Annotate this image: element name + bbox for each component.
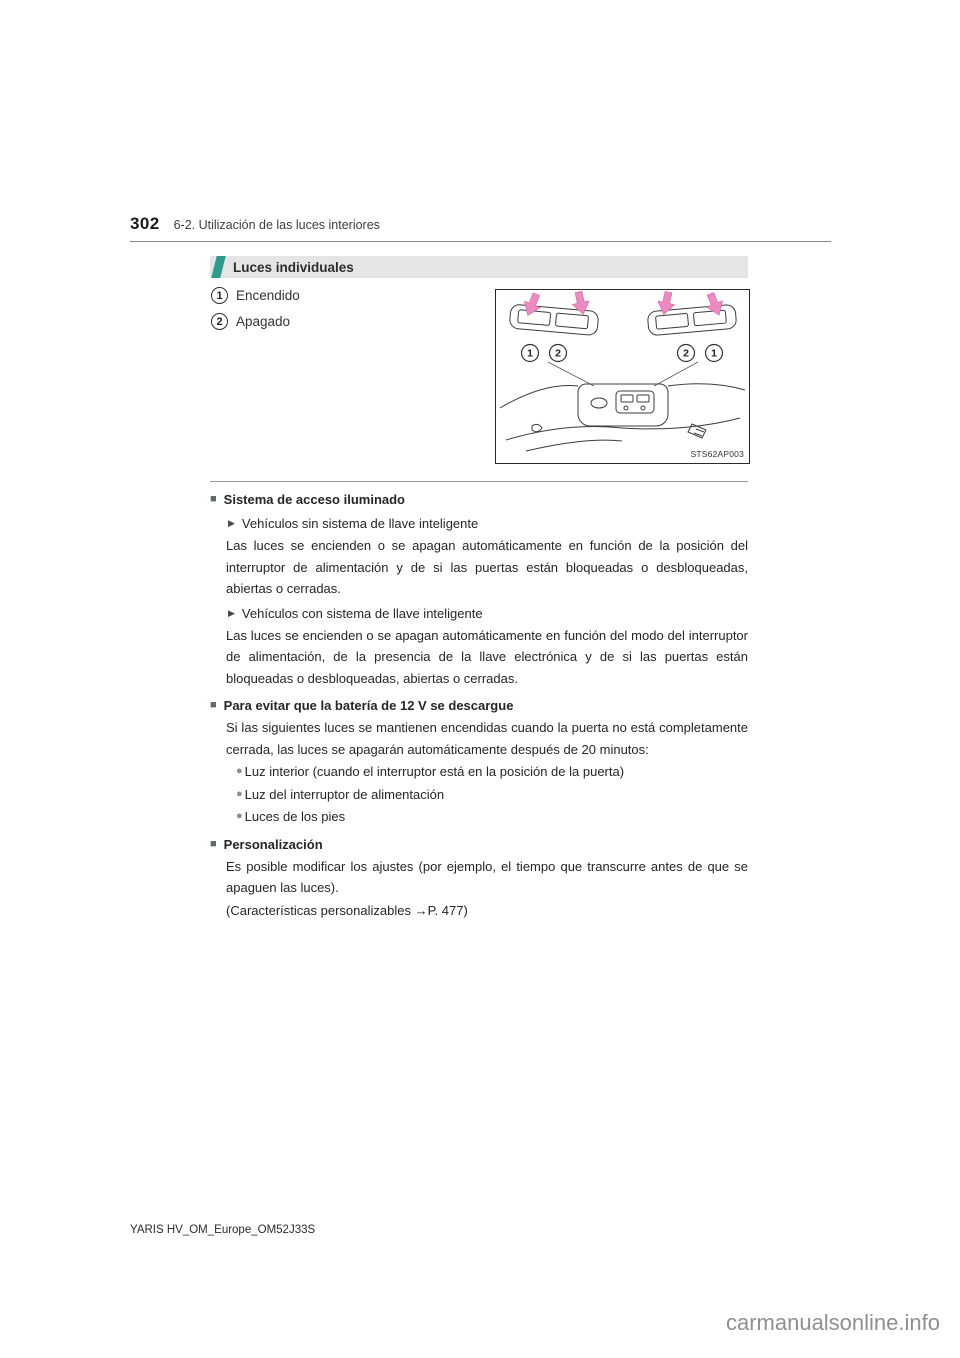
square-bullet-icon: ■ — [210, 699, 217, 711]
triangle-bullet-icon: ▶ — [228, 518, 235, 528]
fig-callout-3: 2 — [683, 347, 689, 360]
subheader-text: Vehículos con sistema de llave inteligente — [241, 605, 483, 621]
map-light-switch-right — [647, 304, 737, 336]
dot-bullet-icon: ● — [236, 810, 243, 822]
topic-title-box — [210, 256, 748, 278]
square-bullet-icon: ■ — [210, 493, 217, 505]
page-header — [130, 214, 380, 234]
section-breadcrumb: 6-2. Utilización de las luces interiores — [173, 218, 380, 232]
page-number: 302 — [130, 214, 160, 233]
bullet-foot-lights — [236, 806, 748, 828]
body-text — [210, 489, 748, 921]
page-reference-note: (Características personalizables →P. 477) — [226, 902, 468, 918]
watermark: carmanualsonline.info — [725, 1310, 940, 1335]
figure-legend — [211, 287, 300, 339]
callout-number-2: 2 — [211, 313, 228, 330]
interior-light-diagram — [496, 290, 749, 463]
fig-callout-1: 1 — [527, 347, 533, 360]
section-title-text: Sistema de acceso iluminado — [223, 492, 406, 507]
subheader-text: Vehículos sin sistema de llave inteligente — [241, 516, 479, 531]
bullet-interior-light — [236, 761, 748, 783]
press-arrow-icons — [520, 290, 727, 319]
callout-circles — [522, 345, 723, 362]
bullet-text: Luz interior (cuando el interruptor está en la posición de la puerta) — [244, 764, 625, 779]
legend-label-off: Apagado — [236, 314, 291, 329]
footer-code: YARIS HV_OM_Europe_OM52J33S — [130, 1224, 316, 1236]
header-rule — [130, 241, 831, 242]
title-accent-bar — [211, 256, 225, 278]
bullet-text: Luces de los pies — [244, 809, 346, 824]
figure-interior-lights — [495, 289, 750, 464]
legend-label-on: Encendido — [236, 288, 300, 303]
topic-title: Luces individuales — [233, 259, 354, 275]
section-title-text: Para evitar que la batería de 12 V se descargue — [223, 698, 514, 713]
content-divider — [210, 481, 748, 482]
triangle-bullet-icon: ▶ — [228, 607, 235, 618]
overhead-console-drawing — [500, 384, 745, 451]
bullet-power-switch-light — [236, 784, 748, 806]
legend-item-off — [211, 313, 300, 330]
callout-number-1: 1 — [211, 287, 228, 304]
subheader-smartkey — [228, 603, 748, 624]
fig-callout-2: 2 — [555, 347, 561, 360]
section-title-personalization — [210, 834, 748, 855]
bullet-text: Luz del interruptor de alimentación — [244, 786, 445, 802]
dot-bullet-icon: ● — [236, 765, 243, 777]
subheader-no-smartkey — [228, 513, 748, 534]
paragraph-personalization: Es posible modificar los ajustes (por ejemplo, el tiempo que transcurre antes de que se apaguen las luces). — [226, 858, 748, 895]
section-title-text: Personalización — [223, 836, 323, 852]
leader-lines — [548, 362, 698, 386]
section-title-battery — [210, 695, 748, 716]
section-title-access — [210, 489, 748, 510]
figure-code: STS62AP003 — [690, 449, 744, 459]
paragraph-smartkey: Las luces se encienden o se apagan automáticamente en función del modo del interruptor de alimentación, de la presencia de la llave electrónica y de si las puertas están bloqueadas o desbloqueadas, abiertas o cerradas. — [226, 627, 748, 686]
dot-bullet-icon: ● — [236, 787, 243, 800]
legend-item-on — [211, 287, 300, 304]
callout-labels — [527, 348, 717, 360]
fig-callout-4: 1 — [711, 347, 717, 360]
square-bullet-icon: ■ — [210, 837, 217, 850]
paragraph-battery: Si las siguientes luces se mantienen encendidas cuando la puerta no está completamente cerrada, las luces se apagarán automáticamente después de 20 minutos: — [226, 720, 748, 757]
paragraph-no-smartkey: Las luces se encienden o se apagan automáticamente en función de la posición del interruptor de alimentación y de si las puertas están bloqueadas o desbloqueadas, abiertas o cerradas. — [226, 538, 748, 596]
